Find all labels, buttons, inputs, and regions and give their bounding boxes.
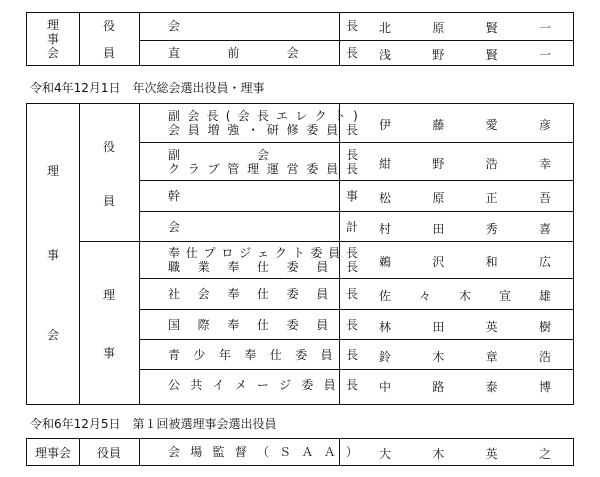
role-line: 直 前 会 長: [168, 46, 358, 60]
role-line: 副 会 長: [168, 147, 358, 162]
role-cell: [168, 220, 358, 234]
member-name: 鵜 沢 和 広: [379, 255, 551, 269]
member-name: 伊 藤 愛 彦: [379, 118, 551, 132]
member-name: 鈴 木 章 浩: [379, 349, 551, 364]
officers-label: 役: [102, 139, 115, 154]
role-cell: [168, 348, 358, 362]
role-cell: [168, 445, 358, 459]
role-cell: [168, 318, 358, 332]
member-name: 佐 々 木 宣 雄: [379, 289, 551, 303]
role-line: 社 会 奉 仕 委 員 長: [168, 287, 358, 301]
table-board-elected: [26, 103, 574, 405]
group-label: 理: [46, 163, 59, 178]
caption-first-board: 令和6年12月5日 第１回被選理事会選出役員: [30, 417, 277, 431]
role-cell: [168, 246, 358, 274]
group-label: 事: [46, 247, 59, 262]
caption-annual-meeting: 令和4年12月1日 年次総会選出役員・理事: [30, 81, 265, 95]
table-board-current: [26, 12, 574, 66]
role-line: 会 計: [168, 220, 358, 234]
role-line: 青 少 年 奉 仕 委 員 長: [168, 347, 358, 362]
role-line: 職 業 奉 仕 委 員 長: [168, 260, 358, 274]
role-line: 奉 仕 プ ロ ジ ェ ク ト 委 員 長: [168, 246, 358, 260]
member-name: 紺 野 浩 幸: [379, 156, 551, 171]
role-line: 国 際 奉 仕 委 員 長: [168, 317, 358, 332]
role-cell: [168, 46, 358, 60]
role-line: 会 長: [168, 19, 358, 33]
table-board-appointed: [26, 438, 574, 466]
directors-label: 事: [102, 345, 115, 360]
sub-label: 役員: [96, 445, 121, 460]
group-label: 会: [46, 327, 59, 342]
sub-label: 役 員: [102, 19, 115, 60]
role-cell: [168, 378, 358, 392]
role-line: ク ラ ブ 管 理 運 営 委 員 長: [168, 161, 358, 176]
role-cell: [168, 109, 358, 137]
role-line: 会 員 増 強 ・ 研 修 委 員 長: [168, 123, 358, 137]
role-line: 幹 事: [168, 189, 358, 203]
role-cell: [168, 19, 358, 33]
officers-label: 員: [102, 193, 115, 208]
member-name: 村 田 秀 喜: [379, 222, 551, 236]
member-name: 北 原 賢 一: [379, 21, 551, 35]
role-cell: [168, 148, 358, 176]
member-name: 松 原 正 吾: [379, 191, 551, 205]
group-label: 理 事 会: [46, 18, 59, 60]
role-line: 公 共 イ メ ー ジ 委 員 長: [168, 378, 358, 392]
role-line: 会 場 監 督 （ Ｓ Ａ Ａ ）: [168, 445, 358, 459]
member-name: 浅 野 賢 一: [379, 48, 551, 62]
member-name: 中 路 泰 博: [379, 380, 551, 394]
member-name: 大 木 英 之: [379, 447, 551, 461]
member-name: 林 田 英 樹: [379, 319, 551, 334]
role-cell: [168, 287, 358, 301]
role-line: 副 会 長 ( 会 長 エ レ ク ト ): [168, 109, 358, 123]
group-label: 理事会: [34, 445, 71, 460]
directors-label: 理: [102, 287, 115, 302]
role-cell: [168, 189, 358, 203]
